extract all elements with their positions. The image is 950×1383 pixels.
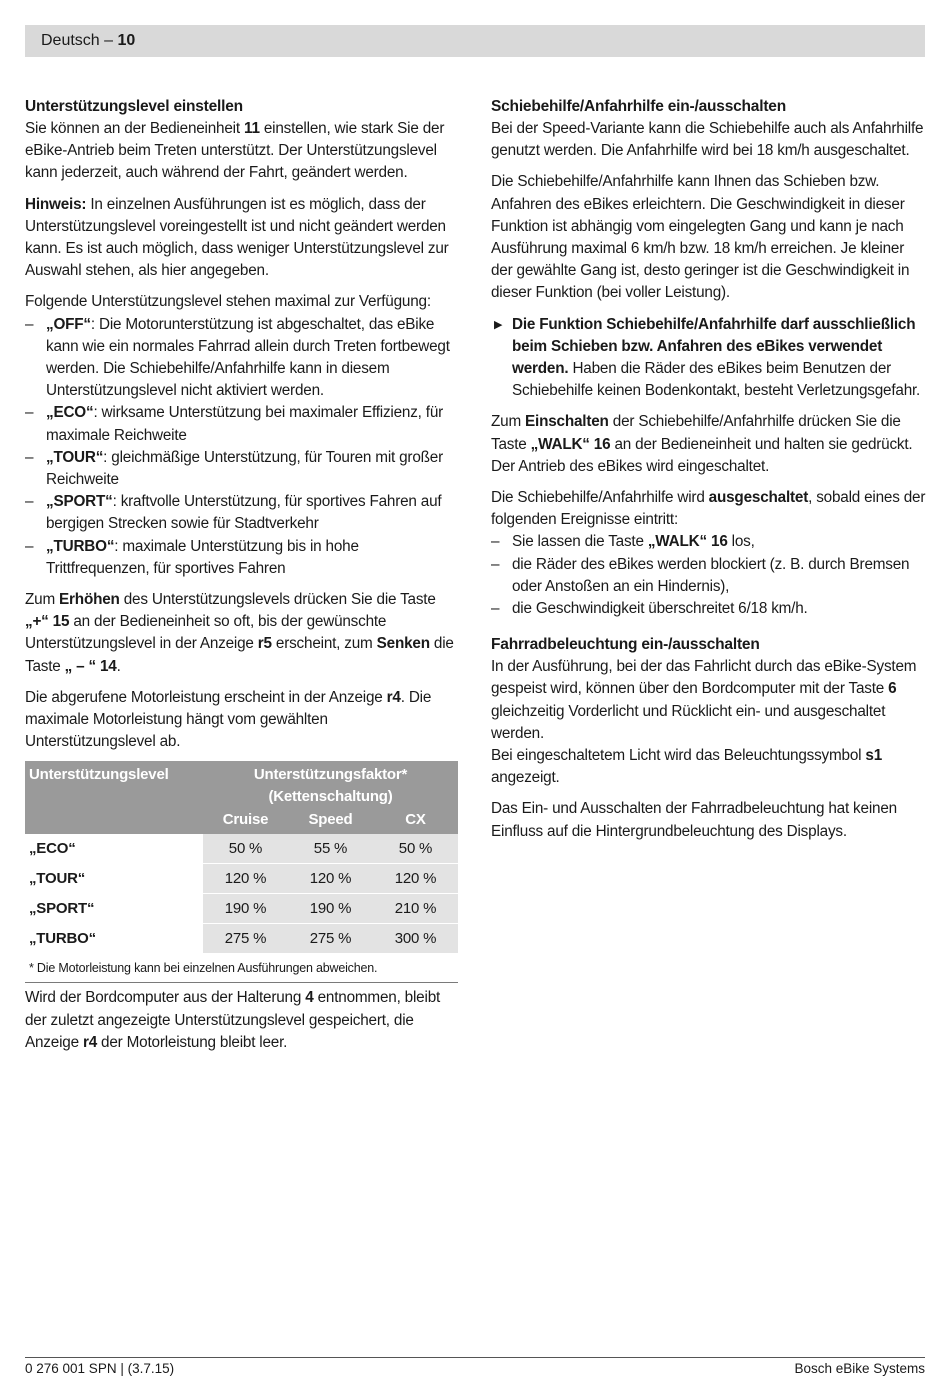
text: an der Bedieneinheit und halten sie gedrückt. Der Antrieb des eBikes wird eingeschaltet. [491, 435, 913, 475]
paragraph-switch-on [491, 411, 926, 478]
section-heading-support-level: Unterstützungslevel einstellen [25, 98, 243, 115]
paragraph-switch-off [491, 487, 926, 531]
separator: – [99, 32, 118, 49]
text: einstellen, wie stark Sie der eBike-Antrieb beim Treten unterstützt. Der Unterstützungslevel kann jederzeit, auch während der Fahrt, geändert werden. [25, 120, 445, 182]
header-speed: Speed [288, 808, 373, 834]
header-level: Unterstützungslevel [25, 761, 203, 834]
display-ref: r4 [82, 1033, 97, 1051]
support-factor-table [25, 761, 458, 983]
cell-value: 275 % [203, 924, 288, 954]
level-text: : wirksame Unterstützung bei maximaler Effizienz, für maximale Reichweite [46, 404, 444, 444]
key-ref: 6 [888, 680, 897, 698]
section-heading-push-assist: Schiebehilfe/Anfahrhilfe ein-/ausschalten [491, 98, 786, 115]
text: die Taste [25, 635, 454, 675]
text: In einzelnen Ausführungen ist es möglich, dass der Unterstützungslevel voreingestellt ist und nicht geändert werden kann. Es ist auch möglich, dass weniger Unterstützungslevel zur Auswahl stehen, als hier angegeben. [25, 195, 449, 280]
header-cruise: Cruise [203, 808, 288, 834]
cell-value: 50 % [373, 834, 458, 864]
list-item [25, 536, 460, 580]
warning-block [491, 314, 926, 403]
text: der Motorleistung bleibt leer. [97, 1033, 288, 1051]
text: . [116, 657, 121, 675]
footer-divider [25, 1357, 925, 1358]
text: des Unterstützungslevels drücken Sie die Taste [119, 591, 436, 609]
paragraph-intro [25, 118, 460, 185]
table-row [25, 834, 458, 864]
paragraph-motor-power [25, 687, 460, 754]
cell-value: 300 % [373, 924, 458, 954]
emphasis: Senken [376, 635, 430, 653]
key-ref: „WALK“ 16 [530, 435, 611, 453]
list-item [25, 402, 460, 446]
row-level: „TOUR“ [25, 864, 203, 894]
text: In der Ausführung, bei der das Fahrlicht durch das eBike-System gespeist wird, können über den Bordcomputer mit der Taste [491, 658, 917, 698]
table-row [25, 924, 458, 954]
text: los, [727, 533, 755, 551]
row-level: „TURBO“ [25, 924, 203, 954]
level-text: : gleichmäßige Unterstützung, für Touren mit großer Reichweite [46, 448, 443, 489]
cell-value: 190 % [288, 894, 373, 924]
table-row [25, 864, 458, 894]
cell-value: 120 % [203, 864, 288, 894]
text: Sie können an der Bedieneinheit [25, 120, 244, 137]
cell-value: 275 % [288, 924, 373, 954]
page-header [25, 25, 925, 57]
table-header-row [25, 761, 458, 808]
level-name: „OFF“ [46, 315, 91, 333]
ref-number: 4 [305, 989, 314, 1007]
list-item [491, 554, 926, 598]
header-factor: Unterstützungsfaktor* (Kettenschaltung) [203, 761, 458, 808]
text: Zum [25, 591, 60, 609]
paragraph-note [25, 194, 460, 283]
level-name: „ECO“ [46, 404, 94, 422]
header-text [41, 32, 135, 50]
cell-value: 55 % [288, 834, 373, 864]
language-label: Deutsch [41, 32, 100, 49]
paragraph-speed-variant: Bei der Speed-Variante kann die Schiebehilfe auch als Anfahrhilfe genutzt werden. Die Anfahrhilfe wird bei 18 km/h ausgeschaltet. [491, 120, 924, 160]
paragraph-levels-intro: Folgende Unterstützungslevel stehen maximal zur Verfügung: [25, 293, 431, 311]
key-ref: „+“ 15 [25, 613, 70, 631]
right-column [491, 96, 926, 852]
level-name: „TOUR“ [46, 448, 104, 466]
key-ref: „WALK“ 16 [647, 533, 728, 551]
warning-triangle-icon: ▶ [494, 318, 503, 331]
text: an der Bedieneinheit so oft, bis der gewünschte Unterstützungslevel in der Anzeige [25, 613, 387, 653]
table-row [25, 894, 458, 924]
paragraph-removal [25, 987, 460, 1054]
text: Die Schiebehilfe/Anfahrhilfe wird [491, 489, 709, 507]
text: Wird der Bordcomputer aus der Halterung [25, 989, 306, 1007]
list-item [491, 598, 926, 620]
footer-doc-number: 0 276 001 SPN | (3.7.15) [25, 1361, 175, 1376]
list-item [25, 314, 460, 403]
text: Die abgerufene Motorleistung erscheint in der Anzeige [25, 688, 387, 706]
cell-value: 120 % [288, 864, 373, 894]
text: die Geschwindigkeit überschreitet 6/18 km/h. [512, 600, 808, 618]
display-ref: r4 [386, 688, 401, 706]
text: , sobald eines der folgenden Ereignisse eintritt: [491, 489, 926, 529]
symbol-ref: s1 [865, 747, 883, 765]
level-name: „TURBO“ [46, 537, 115, 555]
section-heading-lighting: Fahrradbeleuchtung ein-/ausschalten [491, 636, 760, 654]
list-item [25, 447, 460, 491]
row-level: „SPORT“ [25, 894, 203, 924]
levels-list [25, 314, 460, 580]
row-level: „ECO“ [25, 834, 203, 864]
table-footnote-row [25, 954, 458, 983]
text: der Schiebehilfe/Anfahrhilfe drücken Sie die Taste [491, 413, 901, 453]
paragraph-raise-lower [25, 589, 460, 678]
cell-value: 50 % [203, 834, 288, 864]
header-cx: CX [373, 808, 458, 834]
text: Bei eingeschaltetem Licht wird das Beleuchtungssymbol [491, 747, 866, 765]
text: Sie lassen die Taste [512, 533, 648, 551]
key-ref: „ – “ 14 [64, 657, 117, 675]
list-item [25, 491, 460, 535]
paragraph-push-assist: Die Schiebehilfe/Anfahrhilfe kann Ihnen das Schieben bzw. Anfahren des eBikes erleichtern. Die Geschwindigkeit in dieser Funktion ist abhängig vom eingelegten Gang und kann je nach Ausführung maximal 6 km/h bzw. 18 km/h erreichen. Je kleiner der gewählte Gang ist, desto geringer ist die Geschwindigkeit in dieser Funktion (bei voller Leistung). [491, 173, 910, 302]
warning-bold: Die Funktion Schiebehilfe/Anfahrhilfe darf ausschließlich beim Schieben bzw. Anfahren des eBikes verwendet werden. [512, 315, 916, 378]
table-footnote: * Die Motorleistung kann bei einzelnen Ausführungen abweichen. [25, 954, 458, 983]
paragraph-backlight: Das Ein- und Ausschalten der Fahrradbeleuchtung hat keinen Einfluss auf die Hintergrundbeleuchtung des Displays. [491, 800, 897, 840]
level-text: : maximale Unterstützung bis in hohe Trittfrequenzen, für sportives Fahren [46, 537, 359, 577]
cell-value: 120 % [373, 864, 458, 894]
list-item [491, 531, 926, 553]
note-label: Hinweis: [25, 195, 87, 213]
level-text: : kraftvolle Unterstützung, für sportives Fahren auf bergigen Strecken sowie für Stadtverkehr [46, 493, 442, 533]
text: erscheint, zum [271, 635, 377, 653]
level-name: „SPORT“ [46, 493, 113, 511]
warning-text: Haben die Räder des eBikes beim Benutzen der Schiebehilfe keinen Bodenkontakt, besteht Verletzungsgefahr. [512, 360, 921, 400]
text: . Die maximale Motorleistung hängt vom gewählten Unterstützungslevel ab. [25, 688, 432, 751]
emphasis: Einschalten [525, 413, 609, 431]
text: angezeigt. [491, 769, 560, 787]
paragraph-light-symbol [491, 745, 926, 789]
ref-number: 11 [243, 120, 260, 137]
cell-value: 190 % [203, 894, 288, 924]
emphasis: ausgeschaltet [708, 489, 809, 507]
emphasis: Erhöhen [59, 591, 120, 609]
paragraph-lighting [491, 656, 926, 745]
level-text: : Die Motorunterstützung ist abgeschaltet, das eBike kann wie ein normales Fahrrad allein durch Treten fortbewegt werden. Die Schiebehilfe/Anfahrhilfe kann in diesem Unterstützungslevel nicht aktiviert werden. [46, 315, 450, 400]
page-number: 10 [117, 32, 136, 49]
left-column [25, 96, 460, 1063]
text: Zum [491, 413, 526, 431]
cell-value: 210 % [373, 894, 458, 924]
text: entnommen, bleibt der zuletzt angezeigte Unterstützungslevel gespeichert, die Anzeige [25, 989, 441, 1051]
text: gleichzeitig Vorderlicht und Rücklicht ein- und ausgeschaltet werden. [491, 702, 886, 742]
events-list [491, 531, 926, 620]
footer-brand: Bosch eBike Systems [794, 1361, 925, 1376]
text: die Räder des eBikes werden blockiert (z. B. durch Bremsen oder Anstoßen an ein Hindernis), [512, 555, 910, 595]
display-ref: r5 [257, 635, 272, 653]
